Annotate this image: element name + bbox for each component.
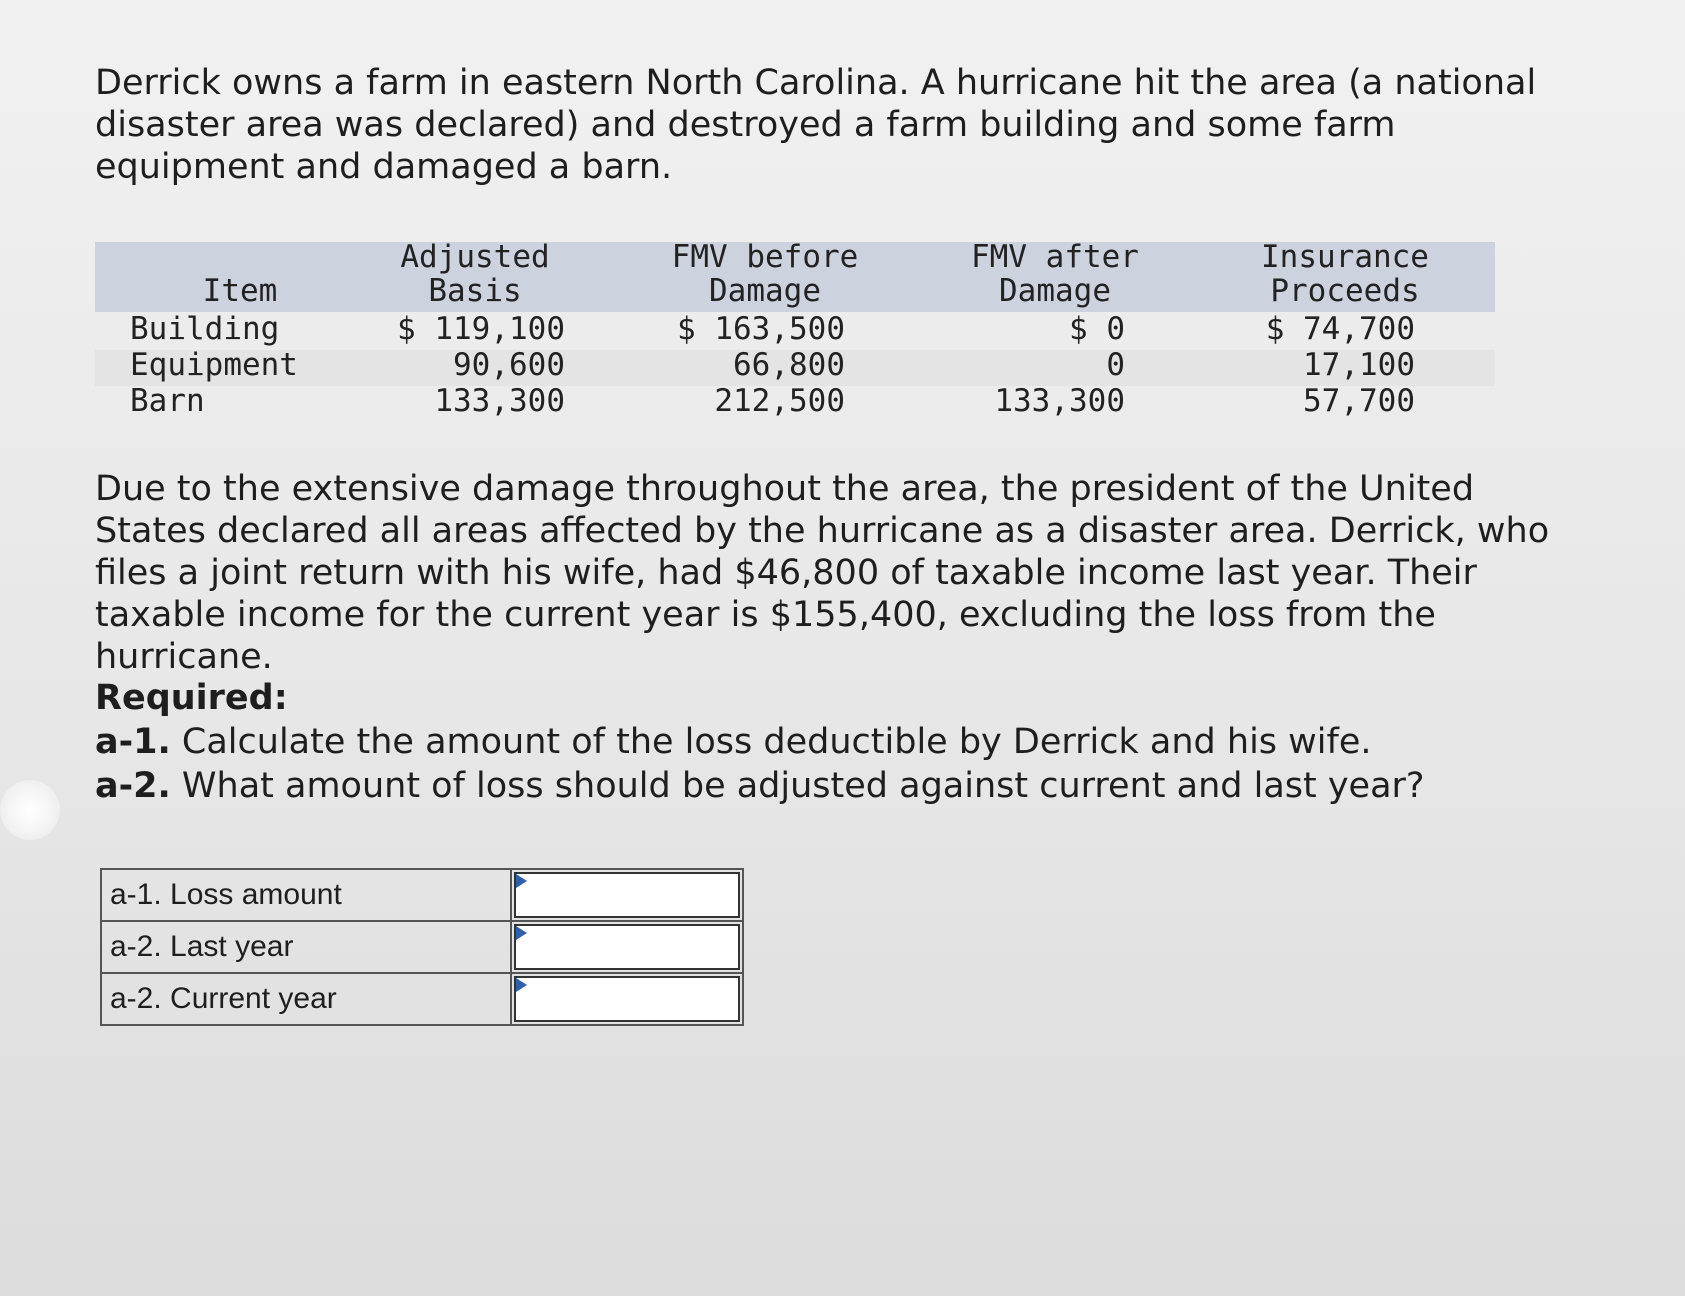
row-before: 212,500 xyxy=(714,383,845,419)
problem-context: Due to the extensive damage throughout the area, the president of the United States declared all areas affected by the hurricane as a disaster area. Derrick, who files a joint return with his wife, had $46,800 of taxable income last year. Their taxable income for the current year is $155,400, excluding the loss from the hurricane. xyxy=(95,469,1550,677)
row-item: Building xyxy=(130,311,280,347)
answer-row xyxy=(101,973,743,1025)
requirement-a1-text: Calculate the amount of the loss deductible by Derrick and his wife. xyxy=(170,722,1372,762)
current-year-cell xyxy=(511,973,743,1025)
answer-label: a-2. Current year xyxy=(101,973,511,1025)
last-year-input[interactable] xyxy=(514,924,740,970)
header-before-2: Damage xyxy=(709,273,821,309)
header-before-1: FMV before xyxy=(671,239,859,275)
answer-label: a-1. Loss amount xyxy=(101,869,511,921)
row-insurance: $ 74,700 xyxy=(1265,311,1415,347)
row-basis: $ 119,100 xyxy=(397,311,565,347)
answer-table xyxy=(100,868,744,1026)
loss-data-table xyxy=(95,240,1495,430)
row-item: Equipment xyxy=(130,347,298,383)
loss-amount-input[interactable] xyxy=(514,872,740,918)
last-year-cell xyxy=(511,921,743,973)
row-after: 133,300 xyxy=(994,383,1125,419)
row-after: $ 0 xyxy=(1069,311,1125,347)
header-insurance-1: Insurance xyxy=(1261,239,1429,275)
requirement-a2 xyxy=(95,766,1425,806)
answer-row xyxy=(101,921,743,973)
loss-amount-cell xyxy=(511,869,743,921)
header-after-2: Damage xyxy=(999,273,1111,309)
answer-row xyxy=(101,869,743,921)
row-before: 66,800 xyxy=(733,347,845,383)
row-basis: 133,300 xyxy=(434,383,565,419)
header-after-1: FMV after xyxy=(971,239,1139,275)
screen-glare xyxy=(0,780,60,840)
requirement-a2-text: What amount of loss should be adjusted against current and last year? xyxy=(170,766,1425,806)
row-before: $ 163,500 xyxy=(677,311,845,347)
input-flag-icon xyxy=(516,926,527,940)
row-insurance: 57,700 xyxy=(1303,383,1415,419)
requirement-a1 xyxy=(95,722,1371,762)
header-basis-1: Adjusted xyxy=(400,239,550,275)
row-basis: 90,600 xyxy=(453,347,565,383)
requirement-a2-tag: a-2. xyxy=(95,766,171,806)
input-flag-icon xyxy=(516,978,527,992)
row-after: 0 xyxy=(1106,347,1125,383)
input-flag-icon xyxy=(516,874,527,888)
header-basis-2: Basis xyxy=(428,273,522,309)
problem-intro: Derrick owns a farm in eastern North Carolina. A hurricane hit the area (a national disaster area was declared) and destroyed a farm building and some farm equipment and damaged a barn. xyxy=(95,63,1537,187)
header-item: Item xyxy=(202,273,278,309)
row-item: Barn xyxy=(130,383,205,419)
header-insurance-2: Proceeds xyxy=(1270,273,1420,309)
answer-label: a-2. Last year xyxy=(101,921,511,973)
required-heading: Required: xyxy=(95,678,288,718)
row-insurance: 17,100 xyxy=(1303,347,1415,383)
requirement-a1-tag: a-1. xyxy=(95,722,171,762)
current-year-input[interactable] xyxy=(514,976,740,1022)
